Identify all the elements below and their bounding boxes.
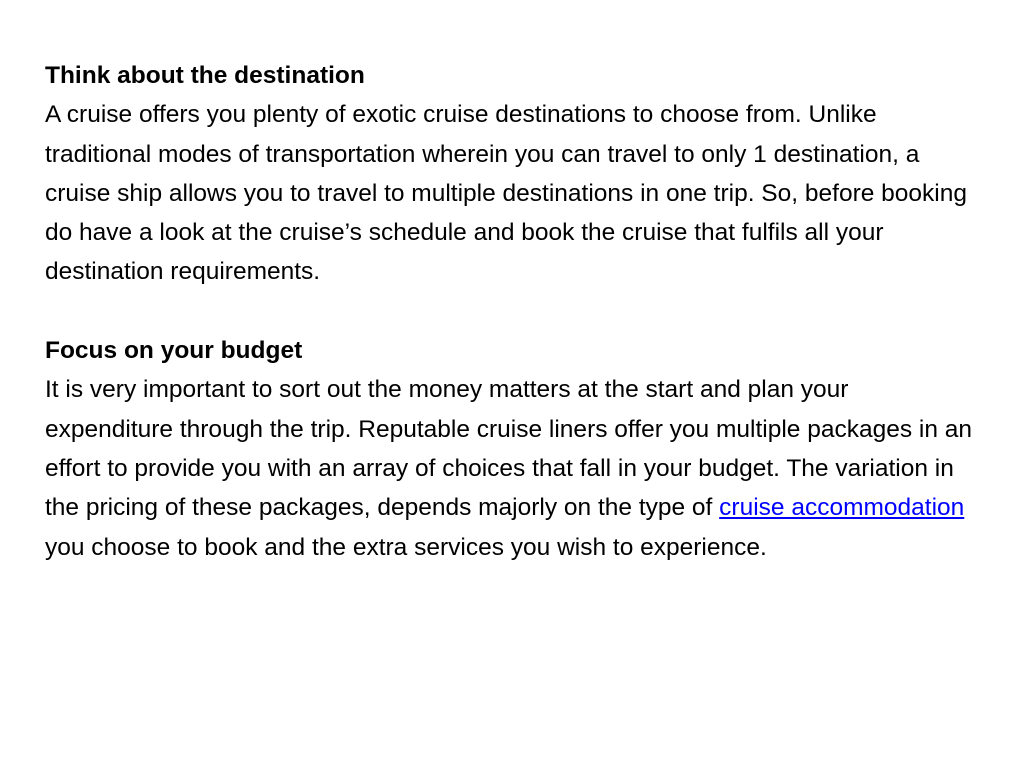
budget-text-after-link: you choose to book and the extra services you wish to experience. <box>45 533 767 561</box>
section-spacer <box>45 292 975 331</box>
section-heading-budget: Focus on your budget <box>45 337 303 365</box>
cruise-accommodation-link[interactable]: cruise accommodation <box>719 494 965 522</box>
section-body-budget <box>45 370 975 566</box>
section-body-destination: A cruise offers you plenty of exotic cruise destinations to choose from. Unlike traditional modes of transportation wherein you can travel to only 1 destination, a cruise ship allows you to travel to multiple destinations in one trip. So, before booking do have a look at the cruise’s schedule and book the cruise that fulfils all your destination requirements. <box>45 101 967 286</box>
slide-content <box>45 56 975 567</box>
budget-text-before-link: It is very important to sort out the money matters at the start and plan your expenditure through the trip. Reputable cruise liners offer you multiple packages in an effort to provide you with an array of choices that fall in your budget. The variation in the pricing of these packages, depends majorly on the type of <box>45 376 973 522</box>
section-heading-destination: Think about the destination <box>45 62 365 89</box>
